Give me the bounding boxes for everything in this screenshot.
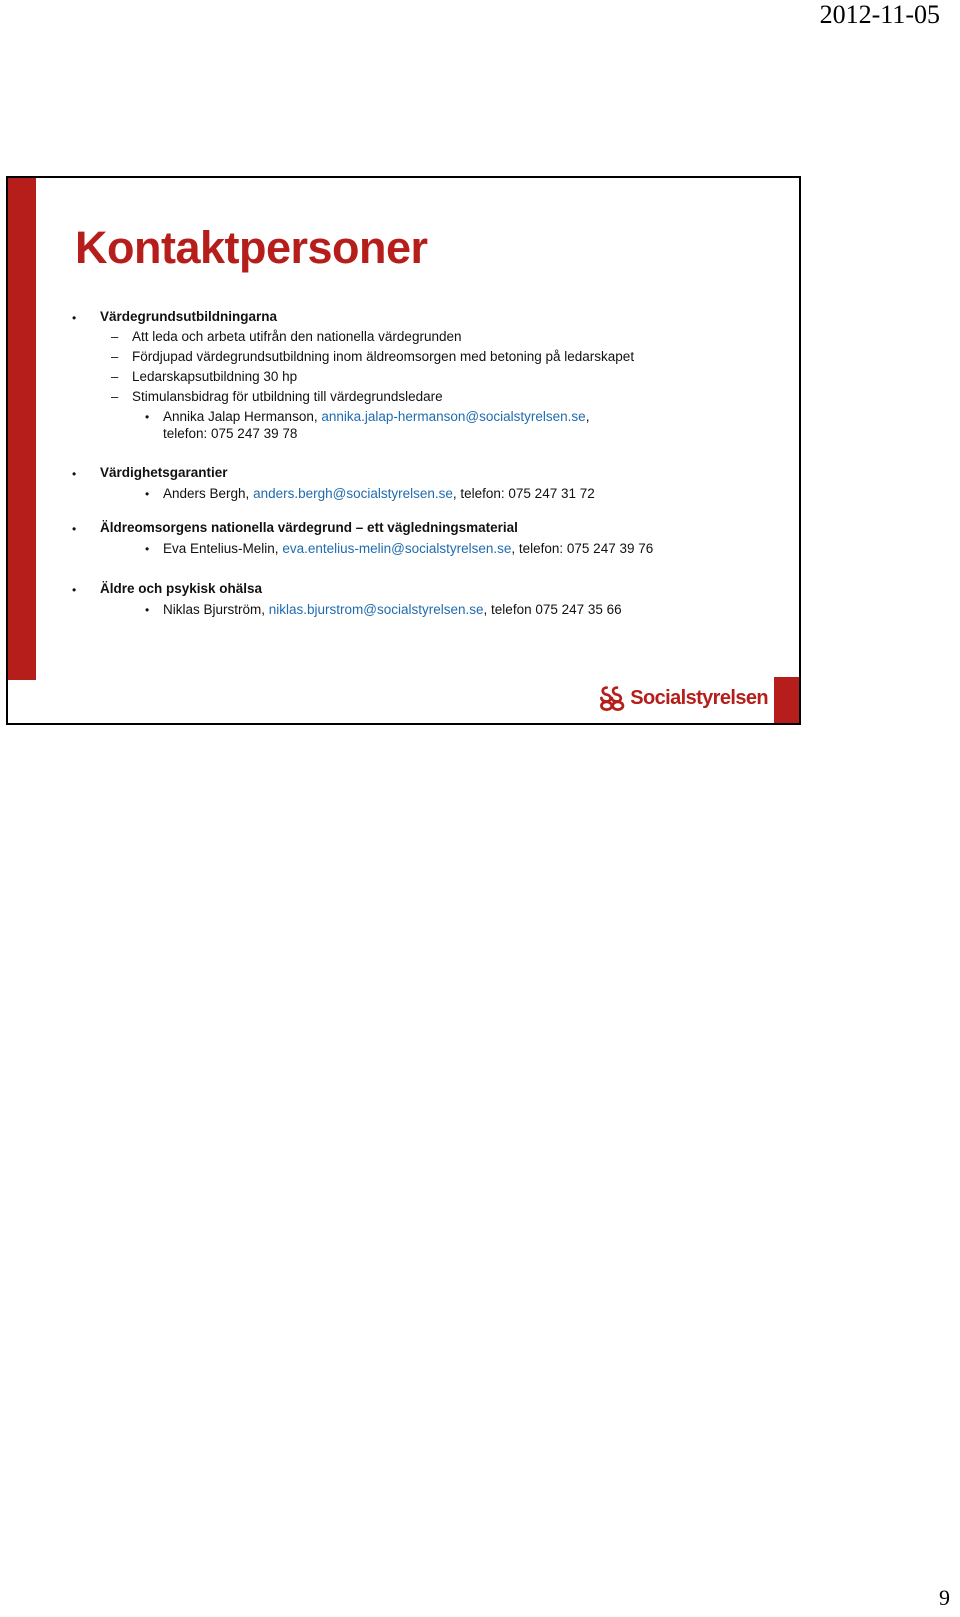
page-date: 2012-11-05 [819,0,940,29]
section-heading-vardighetsgarantier: Värdighetsgarantier [100,465,228,480]
contact-line [163,409,589,425]
dash-icon: – [111,349,119,364]
bullet-icon: • [145,542,150,556]
contact-email-link[interactable]: eva.entelius-melin@socialstyrelsen.se [282,541,512,556]
contact-after-email: , telefon: 075 247 39 76 [511,541,654,556]
section-heading-vardegrund: Värdegrundsutbildningarna [100,309,278,324]
contact-line [163,486,595,502]
list-item: Stimulansbidrag för utbildning till värdegrundsledare [132,389,443,404]
contact-email-link[interactable]: anders.bergh@socialstyrelsen.se [253,486,453,501]
section-heading-aldreomsorg: Äldreomsorgens nationella värdegrund – ett vägledningsmaterial [100,520,518,535]
logo-text: Socialstyrelsen [630,686,768,709]
list-item: Fördjupad värdegrundsutbildning inom äldreomsorgen med betoning på ledarskapet [132,349,635,364]
section-heading-aldre-psykisk: Äldre och psykisk ohälsa [100,581,263,596]
dash-icon: – [111,389,119,404]
list-item: Att leda och arbeta utifrån den nationella värdegrunden [132,329,462,344]
contact-name: Niklas Bjurström, [163,602,269,617]
contact-name: Annika Jalap Hermanson, [163,409,322,424]
socialstyrelsen-logo [598,680,768,716]
contact-email-link[interactable]: niklas.bjurstrom@socialstyrelsen.se [268,602,484,617]
bullet-icon: • [145,603,150,617]
bullet-icon: • [72,467,77,481]
bullet-icon: • [72,522,77,536]
slide-accent-bar [8,178,36,680]
contact-name: Anders Bergh, [163,486,254,501]
socialstyrelsen-emblem-icon [598,682,627,714]
bullet-icon: • [145,410,150,424]
contact-email-link[interactable]: annika.jalap-hermanson@socialstyrelsen.se [321,409,586,424]
contact-name: Eva Entelius-Melin, [163,541,283,556]
slide-accent-tab [774,677,799,723]
contact-after-email: , [585,409,590,424]
page-number: 9 [939,1585,950,1610]
list-item: Ledarskapsutbildning 30 hp [132,369,298,384]
bullet-icon: • [72,583,77,597]
dash-icon: – [111,329,119,344]
slide [6,176,801,725]
slide-title: Kontaktpersoner [75,222,428,273]
contact-line [163,541,653,557]
contact-after-email: , telefon 075 247 35 66 [483,602,622,617]
bullet-icon: • [72,311,77,325]
dash-icon: – [111,369,119,384]
contact-phone: telefon: 075 247 39 78 [163,426,298,441]
contact-after-email: , telefon: 075 247 31 72 [452,486,595,501]
bullet-icon: • [145,487,150,501]
contact-line [163,602,622,618]
